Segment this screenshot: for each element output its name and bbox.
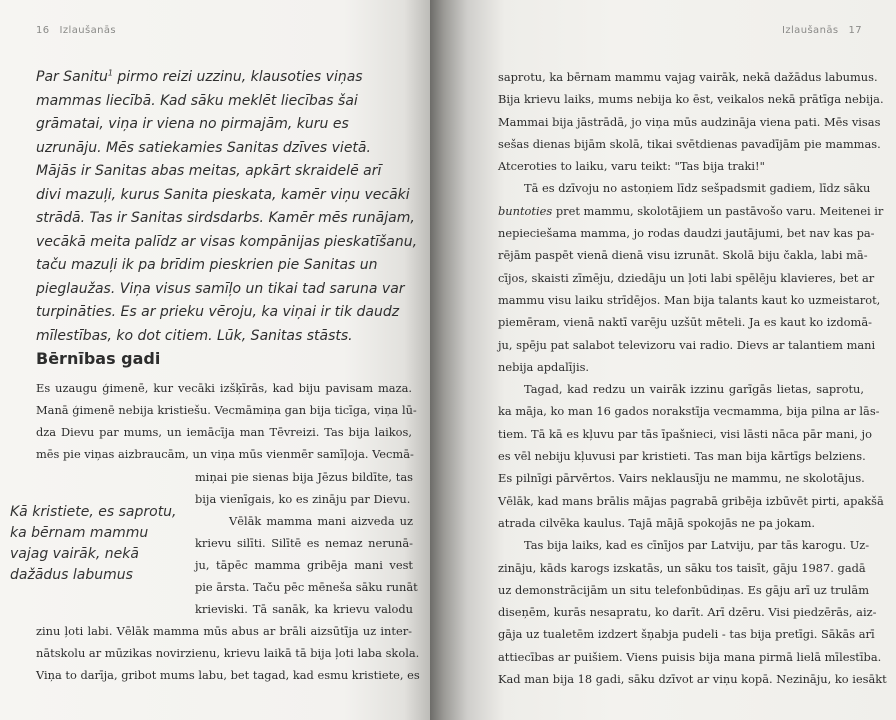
- body-line: buntoties pret mammu, skolotājiem un pastāvošo varu. Meitenei ir: [498, 203, 884, 218]
- intro-line: divi mazuļi, kurus Sanita pieskata, kamēr viņu vecāki: [36, 186, 410, 203]
- intro-line: uzrunāju. Mēs satiekamies Sanitas dzīves vietā.: [36, 139, 371, 156]
- body-line: Viņa to darīja, gribot mums labu, bet tagad, kad esmu kristiete, es: [36, 668, 420, 682]
- intro-line: vecākā meita palīdz ar visas kompānijas pieskatīšanu,: [36, 233, 418, 250]
- body-line: diseņēm, kurās nesapratu, ko darīt. Arī dzēru. Visi piedzērās, aiz-: [498, 605, 877, 620]
- body-line: ju, tāpēc mamma gribēja mani vest: [195, 558, 413, 572]
- right-running-head: [782, 25, 862, 36]
- intro-line: pieglaužas. Viņa visus samīļo un tikai tad saruna var: [36, 280, 405, 297]
- body-line: Tas bija laiks, kad es cīnījos par Latviju, par tās karogu. Uz-: [524, 538, 870, 553]
- intro-line: mammas liecībā. Kad sāku meklēt liecības šai: [36, 92, 358, 109]
- intro-line: Mājās ir Sanitas abas meitas, apkārt skraidelē arī: [36, 163, 382, 179]
- page-number: 16: [36, 25, 50, 36]
- body-line: Es pilnīgi pārvērtos. Vairs neklausīju ne mammu, ne skolotājus.: [498, 471, 865, 486]
- pull-quote: [10, 502, 190, 586]
- page-number: 17: [848, 25, 862, 36]
- intro-line: strādā. Tas ir Sanitas sirdsdarbs. Kamēr mēs runājam,: [36, 210, 415, 226]
- body-line: nātskolu ar mūzikas novirzienu, krievu laikā tā bija ļoti laba skola.: [36, 646, 420, 660]
- body-line: Tagad, kad redzu un vairāk izzinu garīgās lietas, saprotu,: [524, 382, 864, 397]
- body-line: attiecības ar puišiem. Viens puisis bija mana pirmā lielā mīlestība.: [498, 649, 882, 664]
- section-heading: Bērnības gadi: [36, 349, 161, 368]
- body-line: bija vienīgais, ko es zināju par Dievu.: [195, 492, 411, 506]
- body-line: Mammai bija jāstrādā, jo viņa mūs audzināja viena pati. Mēs visas: [498, 114, 881, 129]
- body-line: mēs pie viņas aizbraucām, un viņa mūs vienmēr samīļoja. Vecmā-: [36, 447, 414, 461]
- body-line: zināju, kāds karogs izskatās, un sāku tos taisīt, gāju 1987. gadā: [498, 560, 866, 575]
- body-line: piemēram, vienā naktī varēju uzšūt mēteli. Ja es kaut ko izdomā-: [498, 315, 872, 330]
- intro-line: turpināties. Es ar prieku vēroju, ka viņai ir tik daudz: [36, 304, 400, 320]
- body-line: Bija krievu laiks, mums nebija ko ēst, veikalos nekā prātīga nebija.: [498, 92, 884, 107]
- body-line: Es uzaugu ģimenē, kur vecāki izšķīrās, kad biju pavisam maza.: [36, 381, 412, 395]
- body-line: atrada cilvēka kaulus. Tajā mājā spokojās ne pa jokam.: [498, 515, 815, 530]
- body-line: Vēlāk mamma mani aizveda uz: [229, 514, 413, 528]
- body-line: tiem. Tā kā es kļuvu par tās īpašnieci, visi lāsti nāca pār mani, jo: [498, 426, 872, 441]
- pull-quote-line: ka bērnam mammu: [10, 525, 149, 541]
- left-running-head: [36, 25, 126, 36]
- body-paragraph: [36, 377, 417, 465]
- footnote-mark: 1: [107, 68, 113, 78]
- running-head-title: Izlaušanās: [59, 25, 116, 36]
- body-line: uz demonstrācijām un situ telefonbūdiņas. Es gāju arī uz trulām: [498, 582, 870, 597]
- right-page: [430, 0, 896, 720]
- intro-line: Par Sanitu$^1$ pirmo reizi uzzinu, klausoties viņas: [36, 68, 363, 85]
- body-line: Vēlāk, kad mans brālis mājas pagrabā gribēja izbūvēt pirti, apakšā: [498, 493, 884, 508]
- body-line: dza Dievu par mums, un iemācīja man Tēvreizi. Tas bija laikos,: [36, 425, 412, 439]
- running-head-title: Izlaušanās: [782, 25, 839, 36]
- body-line: Tā es dzīvoju no astoņiem līdz sešpadsmit gadiem, līdz sāku: [524, 181, 871, 196]
- body-line: saprotu, ka bērnam mammu vajag vairāk, nekā dažādus labumus.: [498, 70, 878, 84]
- body-line: ju, spēju pat salabot televizoru vai radio. Dievs ar talantiem mani: [498, 337, 876, 352]
- body-line: Atceroties to laiku, varu teikt: "Tas bija traki!": [498, 159, 765, 174]
- body-line: cījos, skaisti zīmēju, dziedāju un ļoti labi spēlēju klavieres, bet ar: [498, 270, 875, 285]
- body-line: miņai pie sienas bija Jēzus bildīte, tas: [195, 470, 413, 484]
- intro-line: mīlestības, ko dot citiem. Lūk, Sanitas stāsts.: [36, 327, 353, 344]
- intro-line: grāmatai, viņa ir viena no pirmajām, kuru es: [36, 116, 349, 132]
- body-line: nepieciešama mamma, jo rodas daudzi jautājumi, bet nav kas pa-: [498, 226, 875, 241]
- body-line: krievu silīti. Silītē es nemaz nerunā-: [195, 536, 413, 550]
- body-line: Manā ģimenē nebija kristiešu. Vecmāmiņa gan bija ticīga, viņa lū-: [36, 403, 417, 417]
- intro-paragraph: [36, 66, 416, 348]
- body-line: krieviski. Tā sanāk, ka krievu valodu: [195, 602, 413, 616]
- body-paragraph-narrow: [195, 466, 418, 620]
- pull-quote-line: Kā kristiete, es saprotu,: [10, 504, 177, 520]
- body-line: nebija apdalījis.: [498, 359, 590, 374]
- body-line: es vēl nebiju kļuvusi par kristieti. Tas man bija kārtīgs belziens.: [498, 449, 866, 464]
- italic-word: buntoties: [498, 203, 553, 218]
- pull-quote-line: dažādus labumus: [10, 567, 133, 583]
- body-line: zinu ļoti labi. Vēlāk mamma mūs abus ar brāli aizsūtīja uz inter-: [36, 624, 412, 638]
- body-line: rējām paspēt vienā dienā visu izrunāt. Skolā biju čakla, labi mā-: [498, 248, 868, 263]
- right-body: [498, 66, 887, 690]
- body-line: mammu visu laiku strīdējos. Man bija talants kaut ko uzmeistarot,: [498, 292, 881, 307]
- body-line: Kad man bija 18 gadi, sāku dzīvot ar viņu kopā. Nezināju, ko iesākt: [498, 672, 887, 687]
- intro-line: taču mazuļi ik pa brīdim pieskrien pie Sanitas un: [36, 257, 378, 273]
- body-line: ka māja, ko man 16 gados norakstīja vecmamma, bija pilna ar lās-: [498, 404, 880, 419]
- body-line: gāja uz tualetēm izdzert šņabja pudeli - tas bija pretīgi. Sākās arī: [498, 627, 875, 642]
- body-line: pie ārsta. Taču pēc mēneša sāku runāt: [195, 580, 418, 594]
- left-page: [0, 0, 430, 720]
- body-paragraph-end: [36, 620, 420, 686]
- body-line: sešas dienas bijām skolā, tikai svētdienas pavadījām pie mammas.: [498, 136, 881, 151]
- pull-quote-line: vajag vairāk, nekā: [10, 546, 139, 562]
